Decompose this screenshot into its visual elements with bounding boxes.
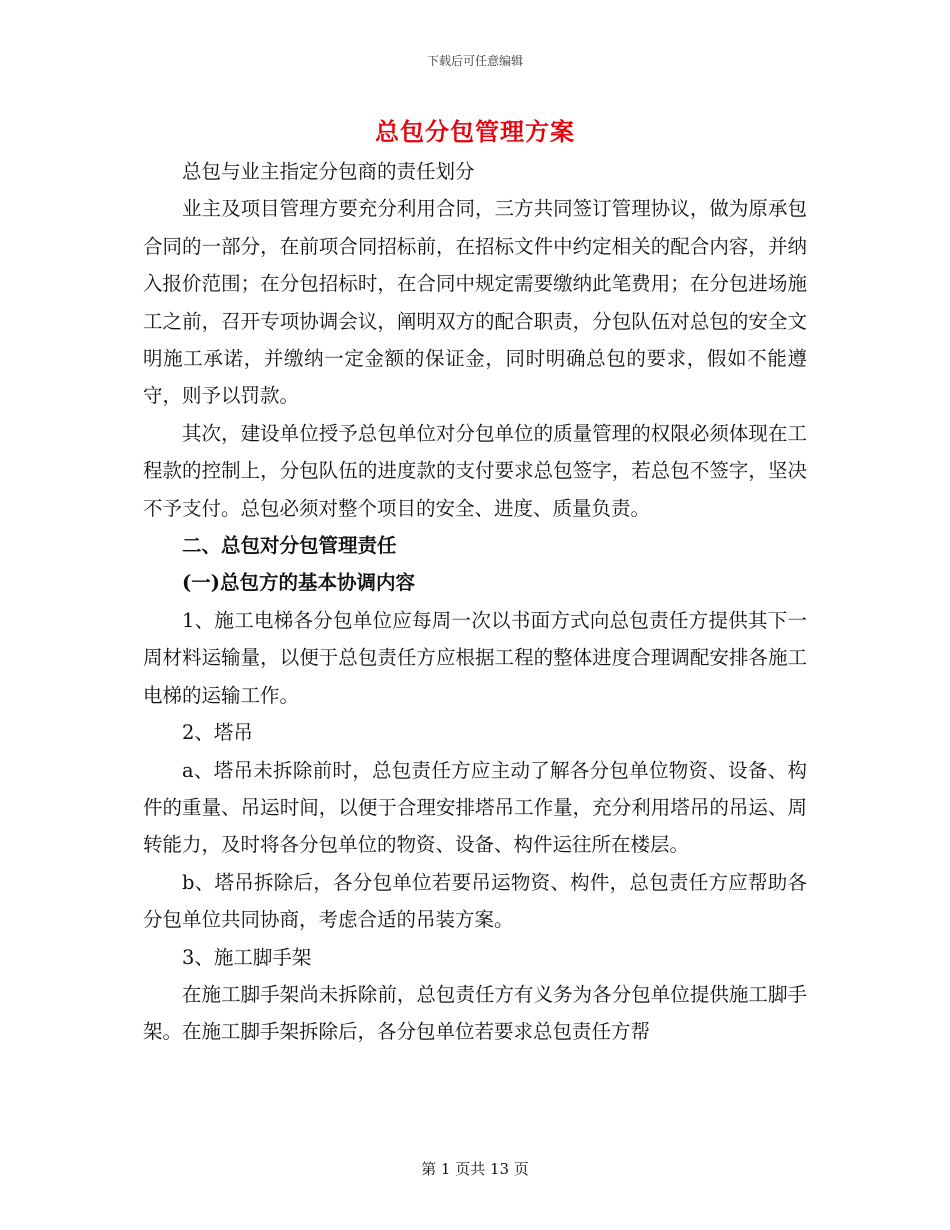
section-subtitle: 总包与业主指定分包商的责任划分 bbox=[182, 160, 475, 183]
paragraph: a、塔吊未拆除前时，总包责任方应主动了解各分包单位物资、设备、构件的重量、吊运时间，以便于合理安排塔吊工作量，充分利用塔吊的吊运、周转能力，及时将各分包单位的物资、设备、构件运往所在楼层。 bbox=[143, 758, 807, 857]
item-heading: 3、施工脚手架 bbox=[182, 945, 312, 969]
document-body bbox=[143, 153, 807, 1051]
paragraph: 其次，建设单位授予总包单位对分包单位的质量管理的权限必须体现在工程款的控制上，分包队伍的进度款的支付要求总包签字，若总包不签字，坚决不予支付。总包必须对整个项目的安全、进度、质量负责。 bbox=[143, 421, 807, 520]
page-footer: 第 1 页共 13 页 bbox=[421, 1160, 529, 1178]
paragraph: b、塔吊拆除后，各分包单位若要吊运物资、构件，总包责任方应帮助各分包单位共同协商，考虑合适的吊装方案。 bbox=[143, 870, 807, 932]
section-heading: 二、总包对分包管理责任 bbox=[182, 534, 397, 558]
page-header: 下载后可任意编辑 bbox=[426, 54, 523, 68]
paragraph: 在施工脚手架尚未拆除前，总包责任方有义务为各分包单位提供施工脚手架。在施工脚手架拆除后，各分包单位若要求总包责任方帮 bbox=[143, 982, 807, 1044]
item-heading: 2、塔吊 bbox=[182, 721, 253, 745]
paragraph: 1、施工电梯各分包单位应每周一次以书面方式向总包责任方提供其下一周材料运输量，以便于总包责任方应根据工程的整体进度合理调配安排各施工电梯的运输工作。 bbox=[143, 608, 807, 707]
subsection-heading: (一)总包方的基本协调内容 bbox=[182, 571, 415, 595]
document-title: 总包分包管理方案 bbox=[375, 117, 575, 146]
paragraph: 业主及项目管理方要充分利用合同，三方共同签订管理协议，做为原承包合同的一部分，在前项合同招标前，在招标文件中约定相关的配合内容，并纳入报价范围；在分包招标时，在合同中规定需要缴纳此笔费用；在分包进场施工之前，召开专项协调会议，阐明双方的配合职责，分包队伍对总包的安全文明施工承诺，并缴纳一定金额的保证金，同时明确总包的要求，假如不能遵守，则予以罚款。 bbox=[143, 197, 807, 408]
